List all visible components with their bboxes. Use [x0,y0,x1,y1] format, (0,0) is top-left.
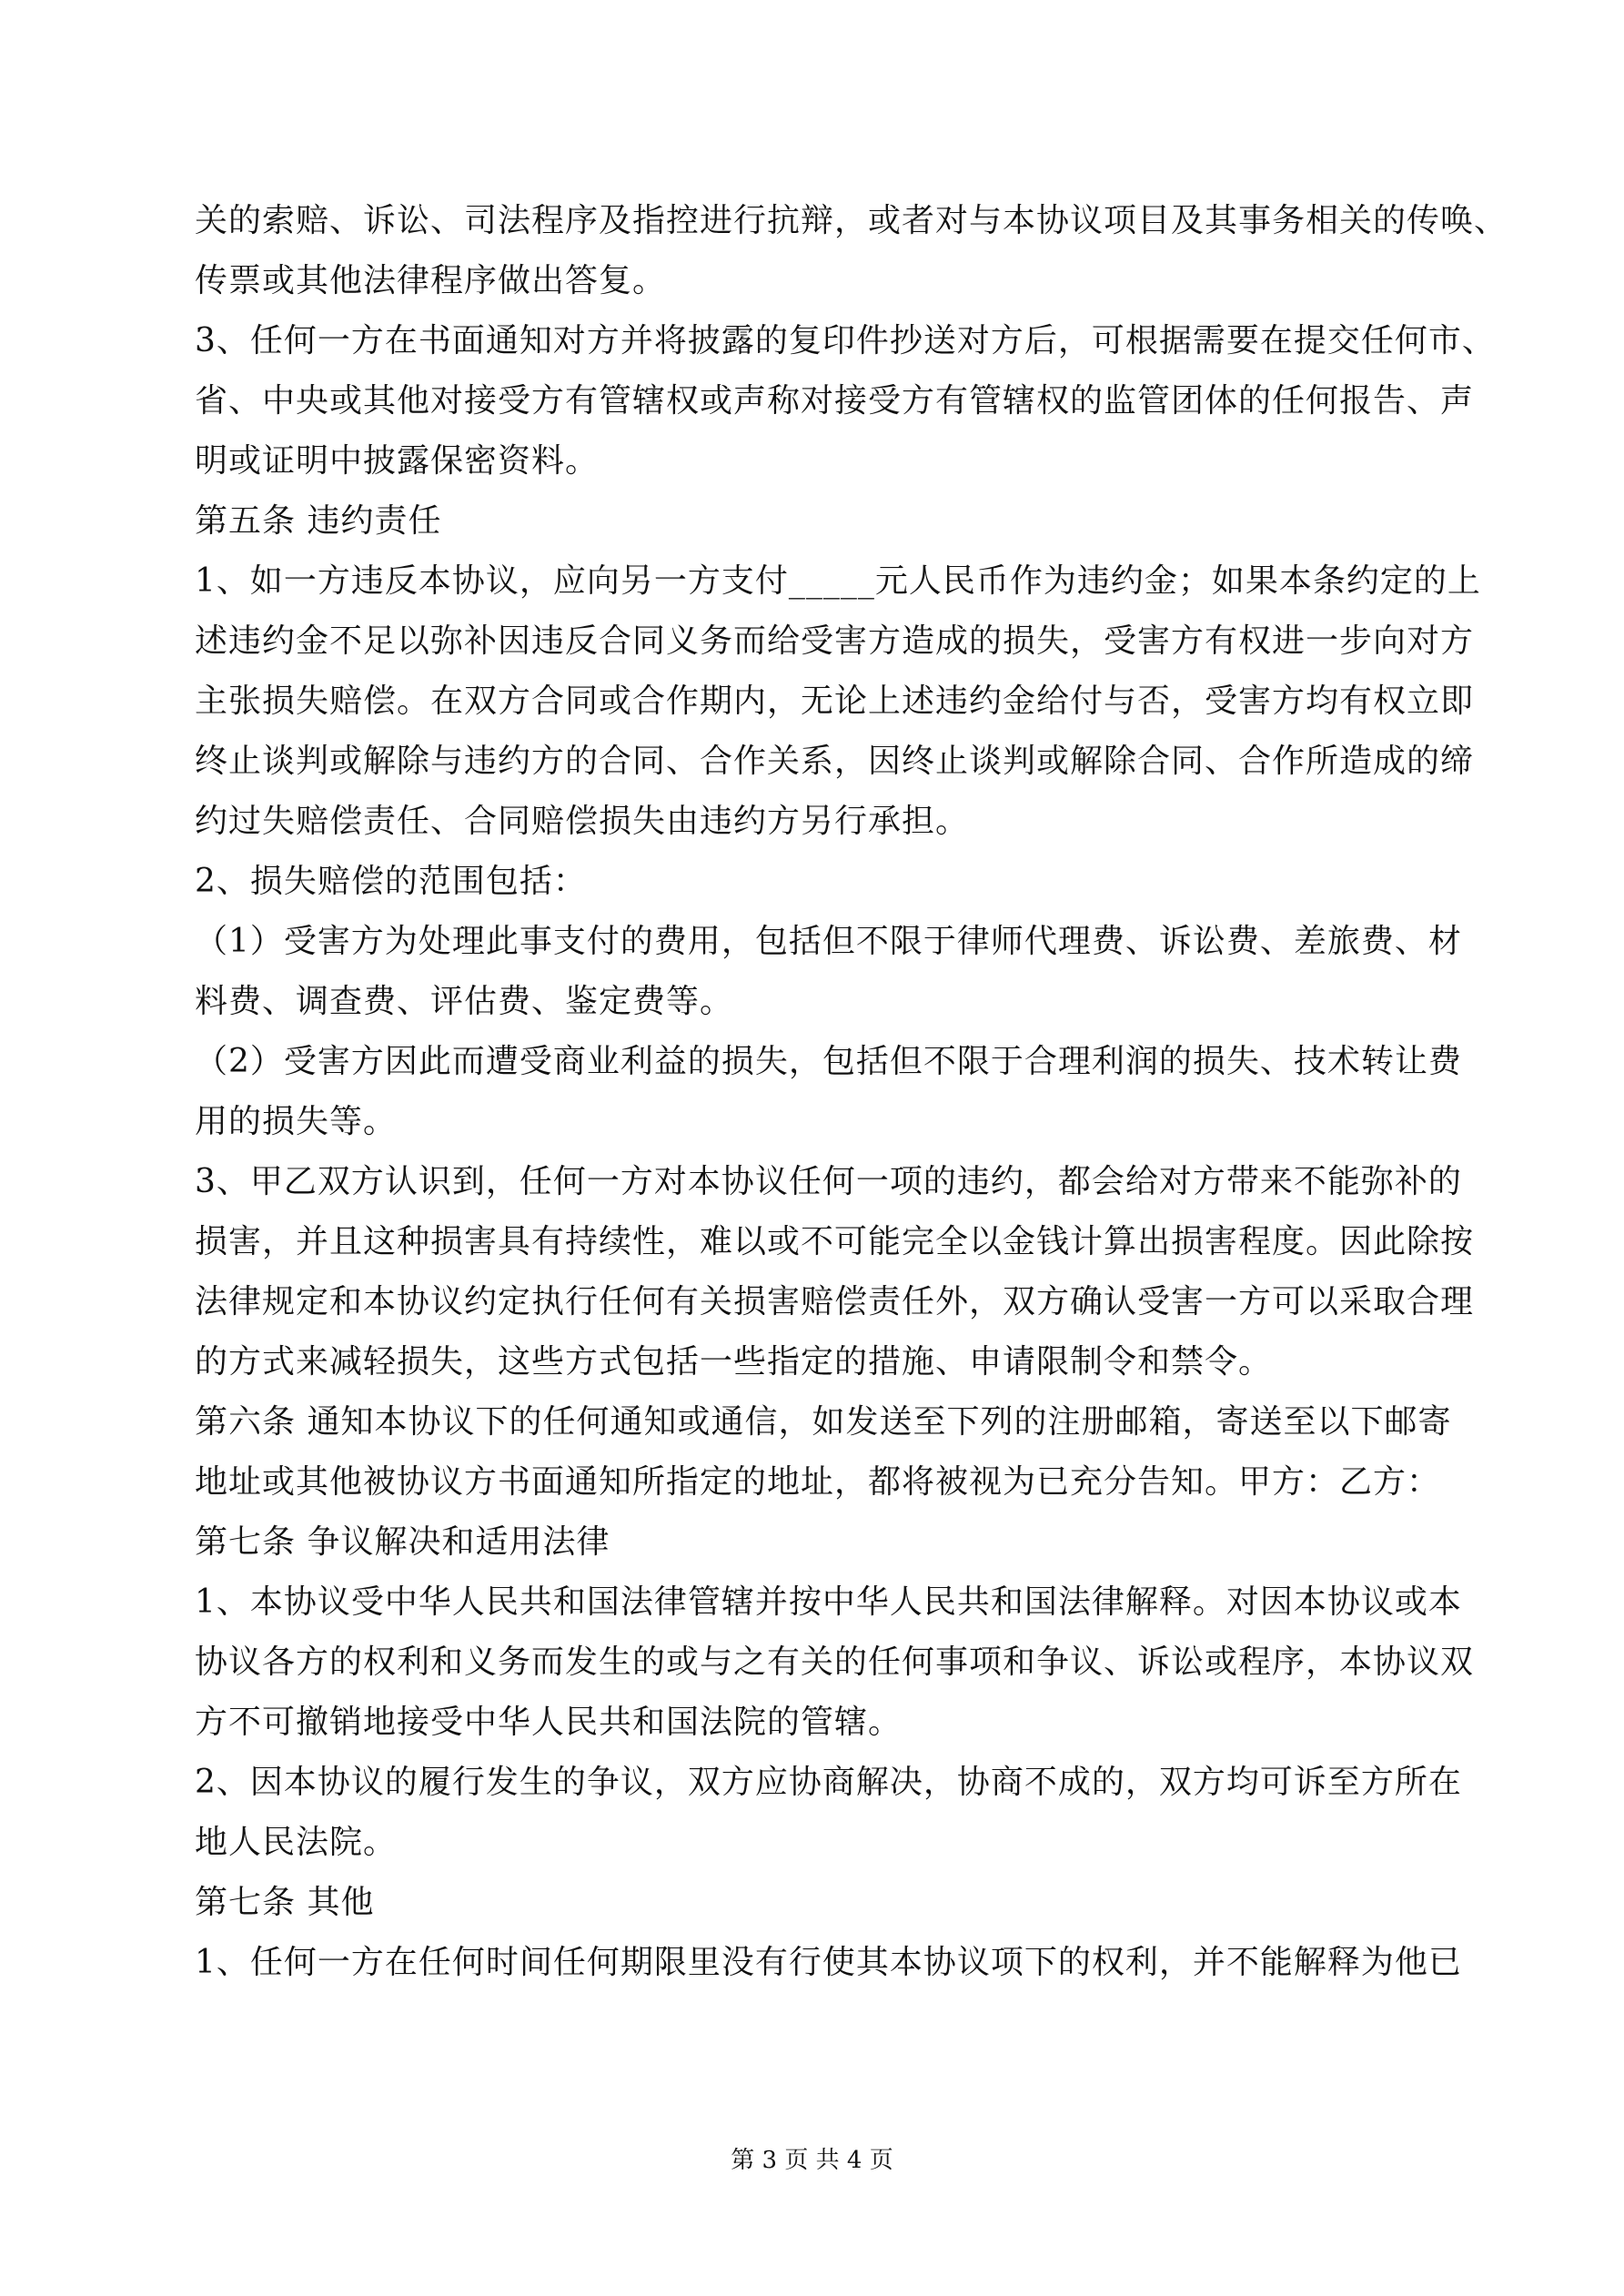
section-heading: 第七条 争议解决和适用法律 [195,1523,610,1561]
text-line: 3、任何一方在书面通知对方并将披露的复印件抄送对方后，可根据需要在提交任何市、 [195,322,1496,359]
text-line: 传票或其他法律程序做出答复。 [195,262,667,299]
text-line: 料费、调查费、评估费、鉴定费等。 [195,983,734,1020]
text-line: 1、如一方违反本协议，应向另一方支付_____元人民币作为违约金；如果本条约定的上 [195,562,1481,600]
text-line: 主张损失赔偿。在双方合同或合作期内，无论上述违约金给付与否，受害方均有权立即 [195,683,1475,720]
text-line: 终止谈判或解除与违约方的合同、合作关系，因终止谈判或解除合同、合作所造成的缔 [195,743,1475,780]
text-line: 方不可撤销地接受中华人民共和国法院的管辖。 [195,1704,903,1741]
text-line: 明或证明中披露保密资料。 [195,442,600,480]
text-line: 用的损失等。 [195,1103,398,1140]
text-line: 2、损失赔偿的范围包括： [195,863,587,900]
text-line: 省、中央或其他对接受方有管辖权或声称对接受方有管辖权的监管团体的任何报告、声 [195,382,1475,420]
text-line: 3、甲乙双方认识到，任何一方对本协议任何一项的违约，都会给对方带来不能弥补的 [195,1163,1462,1200]
text-line: 1、本协议受中华人民共和国法律管辖并按中华人民共和国法律解释。对因本协议或本 [195,1583,1462,1621]
text-line: 约过失赔偿责任、合同赔偿损失由违约方另行承担。 [195,803,970,840]
text-line: 的方式来减轻损失，这些方式包括一些指定的措施、申请限制令和禁令。 [195,1343,1273,1381]
text-line: 地人民法院。 [195,1824,398,1861]
page-number-footer: 第 3 页 共 4 页 [731,2147,893,2174]
text-line: 关的索赔、诉讼、司法程序及指控进行抗辩，或者对与本协议项目及其事务相关的传唤、 [195,202,1508,239]
text-line: 协议各方的权利和义务而发生的或与之有关的任何事项和争议、诉讼或程序，本协议双 [195,1644,1475,1681]
text-line: 2、因本协议的履行发生的争议，双方应协商解决，协商不成的，双方均可诉至方所在 [195,1764,1462,1801]
section-heading: 第七条 其他 [195,1884,375,1921]
document-body [195,191,1508,1993]
text-line: （2）受害方因此而遭受商业利益的损失，包括但不限于合理利润的损失、技术转让费 [195,1043,1462,1080]
text-line: 1、任何一方在任何时间任何期限里没有行使其本协议项下的权利，并不能解释为他已 [195,1944,1462,1981]
text-line: （1）受害方为处理此事支付的费用，包括但不限于律师代理费、诉讼费、差旅费、材 [195,923,1462,960]
section-heading: 第五条 违约责任 [195,502,442,540]
text-line: 损害，并且这种损害具有持续性，难以或不可能完全以金钱计算出损害程度。因此除按 [195,1223,1475,1260]
text-line: 地址或其他被协议方书面通知所指定的地址，都将被视为已充分告知。甲方：乙方： [195,1463,1441,1501]
text-line: 述违约金不足以弥补因违反合同义务而给受害方造成的损失，受害方有权进一步向对方 [195,622,1475,660]
text-line: 法律规定和本协议约定执行任何有关损害赔偿责任外，双方确认受害一方可以采取合理 [195,1283,1475,1320]
section-heading: 第六条 通知本协议下的任何通知或通信，如发送至下列的注册邮箱，寄送至以下邮寄 [195,1403,1452,1441]
